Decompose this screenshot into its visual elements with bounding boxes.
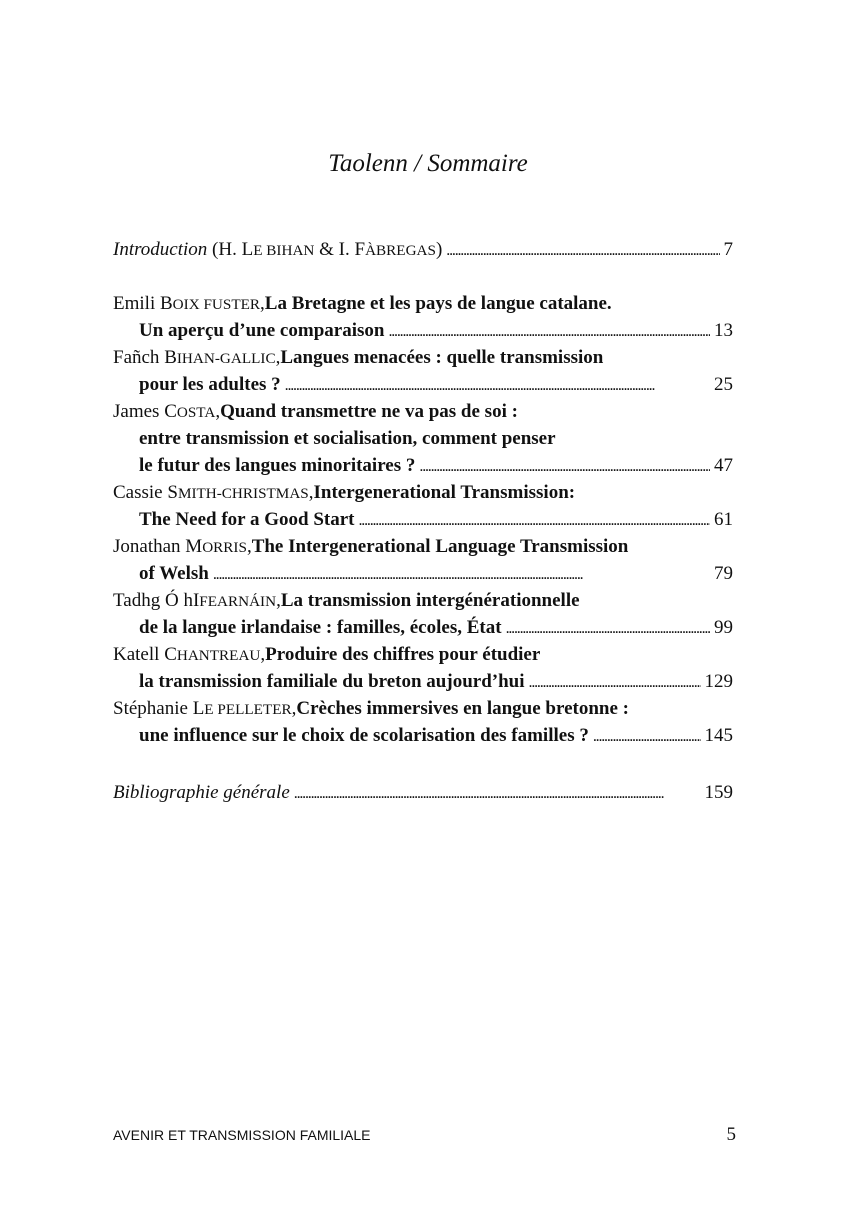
entry-title: la transmission familiale du breton aujourd’hui	[139, 671, 525, 692]
toc-entries	[113, 290, 733, 749]
dot-leader	[294, 780, 701, 807]
toc-line	[113, 236, 733, 263]
dot-leader	[388, 318, 710, 345]
entry-author: James COSTA,	[113, 401, 221, 422]
page-number: 5	[726, 1124, 736, 1145]
page-ref: 47	[714, 455, 733, 476]
intro-editors: (H. LE BIHAN & I. FÀBREGAS)	[212, 239, 443, 260]
toc-entry	[113, 398, 733, 479]
toc-line	[113, 344, 733, 371]
page-ref: 61	[714, 509, 733, 530]
entry-title: une influence sur le choix de scolarisation des familles ?	[139, 725, 589, 746]
entry-author: Stéphanie LE PELLETER,	[113, 698, 297, 719]
entry-title: Crèches immersives en langue bretonne :	[296, 698, 629, 719]
page-ref: 99	[714, 617, 733, 638]
entry-title: Langues menacées : quelle transmission	[280, 347, 604, 368]
toc-line	[113, 425, 733, 452]
entry-title: The Need for a Good Start	[139, 509, 355, 530]
toc-entry	[113, 641, 733, 695]
entry-title: The Intergenerational Language Transmission	[251, 536, 629, 557]
page-ref: 159	[704, 782, 733, 803]
entry-author: Fañch BIHAN-GALLIC,	[113, 347, 281, 368]
toc-line	[113, 560, 733, 587]
dot-leader	[285, 372, 710, 399]
entry-author: Katell CHANTREAU,	[113, 644, 266, 665]
toc-line	[113, 506, 733, 533]
page-ref: 129	[704, 671, 733, 692]
toc-line	[113, 614, 733, 641]
toc-line	[113, 479, 733, 506]
toc-line	[113, 668, 733, 695]
toc-line	[113, 587, 733, 614]
entry-title: La Bretagne et les pays de langue catalane.	[264, 293, 612, 314]
toc-line	[113, 317, 733, 344]
entry-author: Cassie SMITH-CHRISTMAS,	[113, 482, 314, 503]
toc-entry	[113, 533, 733, 587]
toc-line	[113, 722, 733, 749]
page-ref: 13	[714, 320, 733, 341]
dot-leader	[213, 561, 710, 588]
toc-entry	[113, 344, 733, 398]
toc-line	[113, 290, 733, 317]
toc-line	[113, 533, 733, 560]
page-ref: 25	[714, 374, 733, 395]
entry-title: Un aperçu d’une comparaison	[139, 320, 385, 341]
dot-leader	[359, 507, 711, 534]
entry-author: Tadhg Ó hIFEARNÁIN,	[113, 590, 281, 611]
entry-title: Produire des chiffres pour étudier	[265, 644, 541, 665]
toc-line	[113, 641, 733, 668]
running-title: AVENIR ET TRANSMISSION FAMILIALE	[113, 1127, 371, 1143]
entry-title: Quand transmettre ne va pas de soi :	[220, 401, 518, 422]
toc-entry	[113, 695, 733, 749]
page-ref: 79	[714, 563, 733, 584]
entry-title: Intergenerational Transmission:	[313, 482, 576, 503]
toc-line	[113, 452, 733, 479]
entry-author: Jonathan MORRIS,	[113, 536, 252, 557]
entry-title: of Welsh	[139, 563, 209, 584]
entry-title: La transmission intergénérationnelle	[280, 590, 580, 611]
entry-title: de la langue irlandaise : familles, écoles, État	[139, 617, 502, 638]
toc-entry	[113, 290, 733, 344]
toc-introduction	[113, 236, 733, 263]
toc-entry	[113, 587, 733, 641]
toc-bibliography	[113, 779, 733, 806]
entry-title: entre transmission et socialisation, comment penser	[139, 428, 556, 449]
entry-title: pour les adultes ?	[139, 374, 281, 395]
dot-leader	[419, 453, 710, 480]
toc-line	[113, 371, 733, 398]
toc-line	[113, 398, 733, 425]
page-ref: 7	[723, 239, 733, 260]
toc-line	[113, 779, 733, 806]
toc-entry	[113, 479, 733, 533]
dot-leader	[446, 237, 719, 264]
toc-line	[113, 695, 733, 722]
page-title: Taolenn / Sommaire	[328, 150, 528, 177]
entry-author: Emili BOIX FUSTER,	[113, 293, 265, 314]
dot-leader	[529, 669, 701, 696]
dot-leader	[506, 615, 710, 642]
entry-title: le futur des langues minoritaires ?	[139, 455, 416, 476]
biblio-title: Bibliographie générale	[113, 782, 290, 803]
intro-title: Introduction	[113, 239, 208, 260]
dot-leader	[593, 723, 701, 750]
page-ref: 145	[704, 725, 733, 746]
